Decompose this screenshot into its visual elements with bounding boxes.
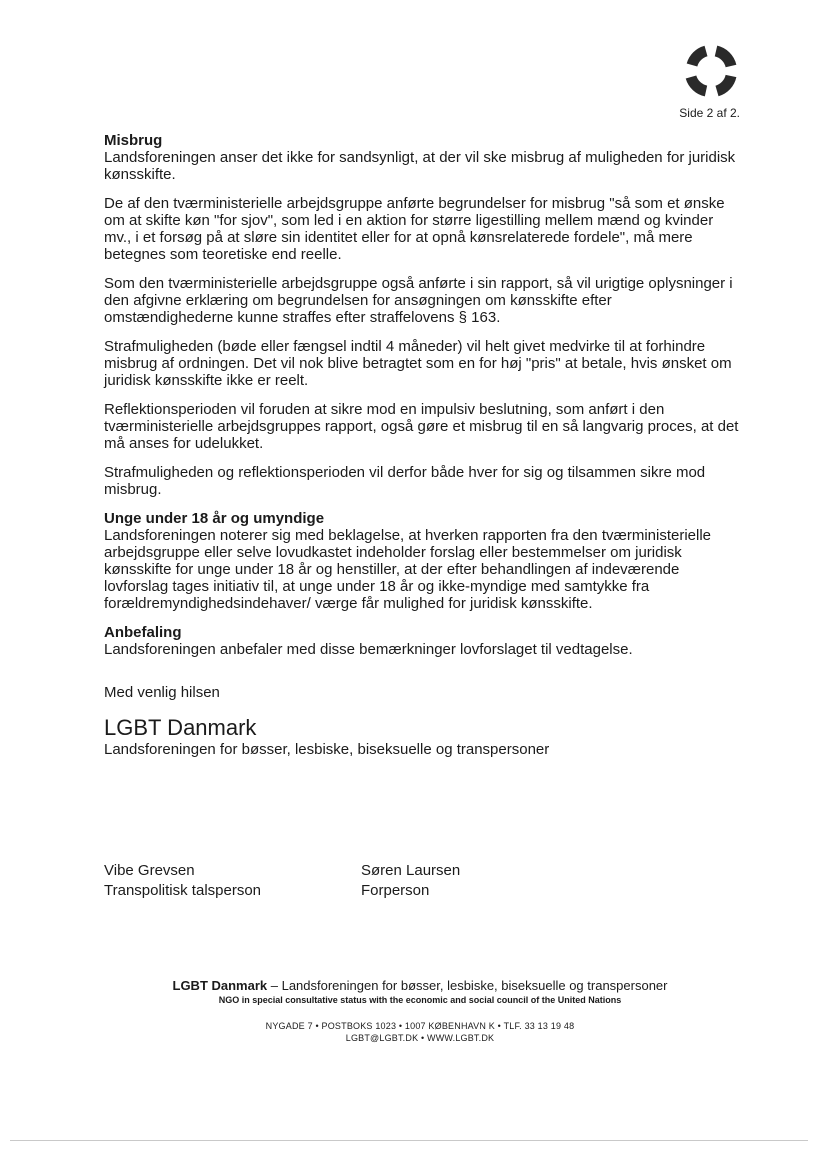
- signature-left: [104, 861, 261, 901]
- page-number: Side 2 af 2.: [679, 106, 740, 120]
- paragraph: Landsforeningen noterer sig med beklagelse, at hverken rapporten fra den tværministerielle arbejdsgruppe eller selve lovudkastet indeholder forslag eller bestemmelser om juridisk kønsskifte for unge under 18 år og henstiller, at der efter behandlingen af indeværende lovforslag tages initiativ til, at unge under 18 år og ikke-myndige med samtykke fra forældremyndighedsindehaver/ værge får mulighed for juridisk kønsskifte.: [104, 527, 712, 612]
- closing-org-tagline: Landsforeningen for bøsser, lesbiske, biseksuelle og transpersoner: [104, 741, 550, 758]
- section-misbrug: [104, 132, 744, 498]
- logo-segment-top-left: [692, 51, 706, 65]
- section-heading: Unge under 18 år og umyndige: [104, 510, 325, 527]
- signatory-title: Forperson: [361, 882, 430, 899]
- footer-org-line: [110, 978, 730, 994]
- paragraph: Landsforeningen anser det ikke for sandsynligt, at der vil ske misbrug af muligheden for juridisk kønsskifte.: [104, 149, 736, 183]
- paragraph: Landsforeningen anbefaler med disse bemærkninger lovforslaget til vedtagelse.: [104, 641, 633, 658]
- paragraph: Som den tværministerielle arbejdsgruppe også anførte i sin rapport, så vil urigtige oplysninger i den afgivne erklæring om begrundelsen for ansøgningen om kønsskifte efter omstændighederne kunne straffes efter straffelovens § 163.: [104, 275, 733, 326]
- signatory-name: Vibe Grevsen: [104, 862, 195, 879]
- logo-segment-top-right: [716, 51, 731, 66]
- bottom-divider: [10, 1140, 808, 1141]
- footer-address: NYGADE 7 • POSTBOKS 1023 • 1007 KØBENHAVN K • TLF. 33 13 19 48: [265, 1021, 575, 1031]
- section-anbefaling: [104, 624, 744, 658]
- footer-ngo-status: NGO in special consultative status with the economic and social council of the United Nations: [218, 995, 622, 1005]
- closing-org-name: LGBT Danmark: [104, 715, 257, 740]
- section-heading: Anbefaling: [104, 624, 182, 641]
- paragraph: Strafmuligheden (bøde eller fængsel indtil 4 måneder) vil helt givet medvirke til at forhindre misbrug af ordningen. Det vil nok blive betragtet som en for høj "pris" at betale, hvis ønsket om juridisk kønsskifte ikke er reelt.: [104, 338, 732, 389]
- signatory-name: Søren Laursen: [361, 862, 461, 879]
- footer-contact: LGBT@LGBT.DK • WWW.LGBT.DK: [345, 1033, 495, 1043]
- lgbt-ring-logo-icon: [682, 42, 740, 100]
- letterhead-footer: [110, 978, 730, 1044]
- signature-right: [361, 861, 460, 901]
- paragraph: De af den tværministerielle arbejdsgruppe anførte begrundelser for misbrug "så som et ønske om at skifte køn "for sjov", som led i en aktion for større ligestilling mellem mænd og kvinder mv., i et forsøg på at sløre sin identitet eller for at opnå kønsrelaterede fordele", må mere betegnes som teoretiske end reelle.: [104, 195, 725, 263]
- signatory-title: Transpolitisk talsperson: [104, 882, 262, 899]
- footer-tagline: – Landsforeningen for bøsser, lesbiske, biseksuelle og transpersoner: [267, 978, 668, 993]
- closing-greeting: Med venlig hilsen: [104, 684, 220, 701]
- paragraph: Strafmuligheden og reflektionsperioden vil derfor både hver for sig og tilsammen sikre mod misbrug.: [104, 464, 706, 498]
- logo-segment-bottom-right: [717, 76, 731, 91]
- letter-body: [104, 132, 744, 758]
- logo-segment-bottom-left: [691, 77, 706, 91]
- paragraph: Reflektionsperioden vil foruden at sikre mod en impulsiv beslutning, som anført i den tværministerielle arbejdsgruppes rapport, også gøre et misbrug til en så langvarig proces, at det må anses for udelukket.: [104, 401, 739, 452]
- section-heading: Misbrug: [104, 132, 163, 149]
- section-unge: [104, 510, 744, 612]
- footer-org-name: LGBT Danmark: [172, 978, 268, 993]
